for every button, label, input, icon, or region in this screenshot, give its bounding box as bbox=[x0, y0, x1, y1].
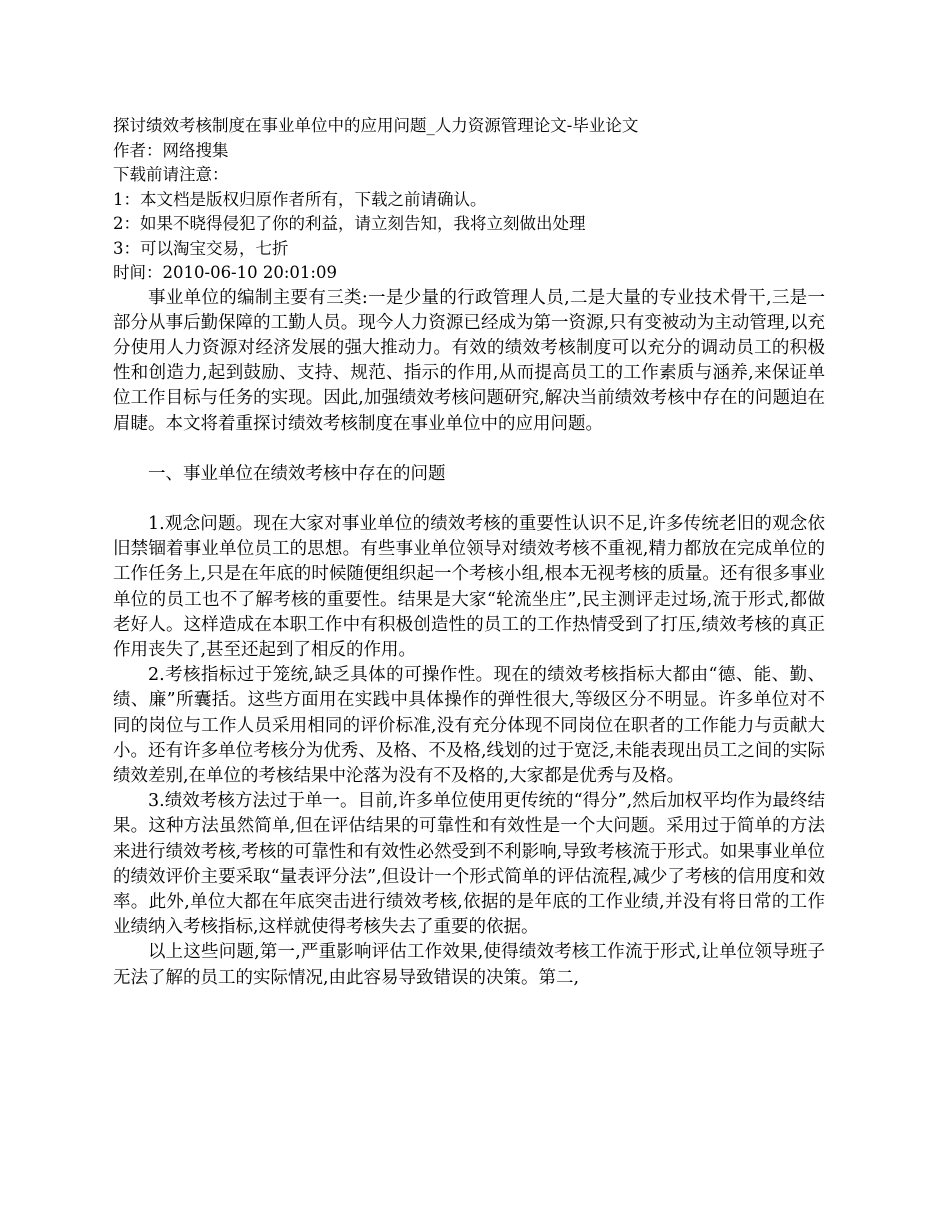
notice-item-1: 1：本文档是版权归原作者所有，下载之前请确认。 bbox=[113, 189, 487, 209]
document-page bbox=[113, 114, 825, 991]
document-title: 探讨绩效考核制度在事业单位中的应用问题_人力资源管理论文-毕业论文 bbox=[113, 116, 639, 135]
notice-item-3: 3：可以淘宝交易，七折 bbox=[113, 238, 289, 258]
author-line: 作者：网络搜集 bbox=[113, 140, 229, 160]
notice-heading: 下载前请注意： bbox=[113, 165, 229, 184]
notice-item-2: 2：如果不晓得侵犯了你的利益，请立刻告知，我将立刻做出处理 bbox=[113, 214, 586, 233]
section-heading: 一、事业单位在绩效考核中存在的问题 bbox=[148, 463, 446, 484]
paragraph-summary: 以上这些问题,第一,严重影响评估工作效果,使得绩效考核工作流于形式,让单位领导班子无法了解的员工的实际情况,由此容易导致错误的决策。第二, bbox=[113, 942, 825, 988]
time-line: 时间：2010-06-10 20:01:09 bbox=[113, 263, 337, 282]
paragraph-concept-problem: 1.观念问题。现在大家对事业单位的绩效考核的重要性认识不足,许多传统老旧的观念依旧禁锢着事业单位员工的思想。有些事业单位领导对绩效考核不重视,精力都放在完成单位的工作任务上,只是在年底的时候随便组织起一个考核小组,根本无视考核的质量。还有很多事业单位的员工也不了解考核的重要性。结果是大家“轮流坐庄”,民主测评走过场,流于形式,都做老好人。这样造成在本职工作中有积极创造性的员工的工作热情受到了打压,绩效考核的真正作用丧失了,甚至还起到了相反的作用。 bbox=[113, 513, 825, 660]
paragraph-method-problem: 3.绩效考核方法过于单一。目前,许多单位使用更传统的“得分”,然后加权平均作为最终结果。这种方法虽然简单,但在评估结果的可靠性和有效性是一个大问题。采用过于简单的方法来进行绩效考核,考核的可靠性和有效性必然受到不利影响,导致考核流于形式。如果事业单位的绩效评价主要采取“量表评分法”,但设计一个形式简单的评估流程,减少了考核的信用度和效率。此外,单位大都在年底突击进行绩效考核,依据的是年底的工作业绩,并没有将日常的工作业绩纳入考核指标,这样就使得考核失去了重要的依据。 bbox=[113, 791, 825, 938]
intro-paragraph: 事业单位的编制主要有三类:一是少量的行政管理人员,二是大量的专业技术骨干,三是一部分从事后勤保障的工勤人员。现今人力资源已经成为第一资源,只有变被动为主动管理,以充分使用人力资源对经济发展的强大推动力。有效的绩效考核制度可以充分的调动员工的积极性和创造力,起到鼓励、支持、规范、指示的作用,从而提高员工的工作素质与涵养,来保证单位工作目标与任务的实现。因此,加强绩效考核问题研究,解决当前绩效考核中存在的问题迫在眉睫。本文将着重探讨绩效考核制度在事业单位中的应用问题。 bbox=[113, 287, 825, 434]
paragraph-indicator-problem: 2.考核指标过于笼统,缺乏具体的可操作性。现在的绩效考核指标大都由“德、能、勤、绩、廉”所囊括。这些方面用在实践中具体操作的弹性很大,等级区分不明显。许多单位对不同的岗位与工作人员采用相同的评价标准,没有充分体现不同岗位在职者的工作能力与贡献大小。还有许多单位考核分为优秀、及格、不及格,线划的过于宽泛,未能表现出员工之间的实际绩效差别,在单位的考核结果中沦落为没有不及格的,大家都是优秀与及格。 bbox=[113, 665, 825, 786]
